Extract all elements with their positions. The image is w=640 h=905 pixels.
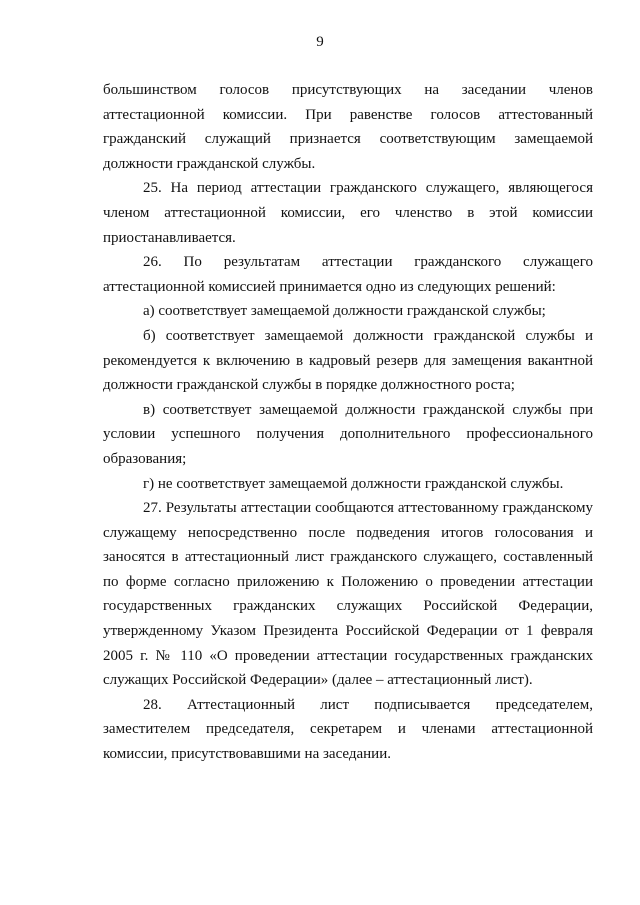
paragraph-28: 28. Аттестационный лист подписывается председателем, заместителем председателя, секретарем и членами аттестационной комиссии, присутствовавшими на заседании. bbox=[103, 696, 593, 763]
list-item-a: а) соответствует замещаемой должности гражданской службы; bbox=[143, 303, 546, 320]
page-number: 9 bbox=[316, 34, 324, 50]
list-item-v: в) соответствует замещаемой должности гражданской службы при условии успешного получения дополнительного профессионального образования; bbox=[103, 401, 593, 467]
paragraph-continuation: большинством голосов присутствующих на заседании членов аттестационной комиссии. При равенстве голосов аттестованный гражданский служащий признается соответствующим замещаемой должности гражданской службы. bbox=[103, 82, 593, 172]
document-body bbox=[103, 78, 593, 767]
list-item-g: г) не соответствует замещаемой должности гражданской службы. bbox=[143, 475, 564, 492]
paragraph-25: 25. На период аттестации гражданского служащего, являющегося членом аттестационной комиссии, его членство в этой комиссии приостанавливается. bbox=[103, 180, 593, 246]
paragraph-27: 27. Результаты аттестации сообщаются аттестованному гражданскому служащему непосредственно после подведения итогов голосования и заносятся в аттестационный лист гражданского служащего, составленный по форме согласно приложению к Положению о проведении аттестации государственных гражданских служащих Российской Федерации, утвержденному Указом Президента Российской Федерации от 1 февраля 2005 г. № 110 «О проведении аттестации государственных гражданских служащих Российской Федерации» (далее – аттестационный лист). bbox=[103, 500, 593, 689]
list-item-b: б) соответствует замещаемой должности гражданской службы и рекомендуется к включению в кадровый резерв для замещения вакантной должности гражданской службы в порядке должностного роста; bbox=[103, 327, 593, 394]
paragraph-26: 26. По результатам аттестации гражданского служащего аттестационной комиссией принимается одно из следующих решений: bbox=[103, 254, 593, 295]
